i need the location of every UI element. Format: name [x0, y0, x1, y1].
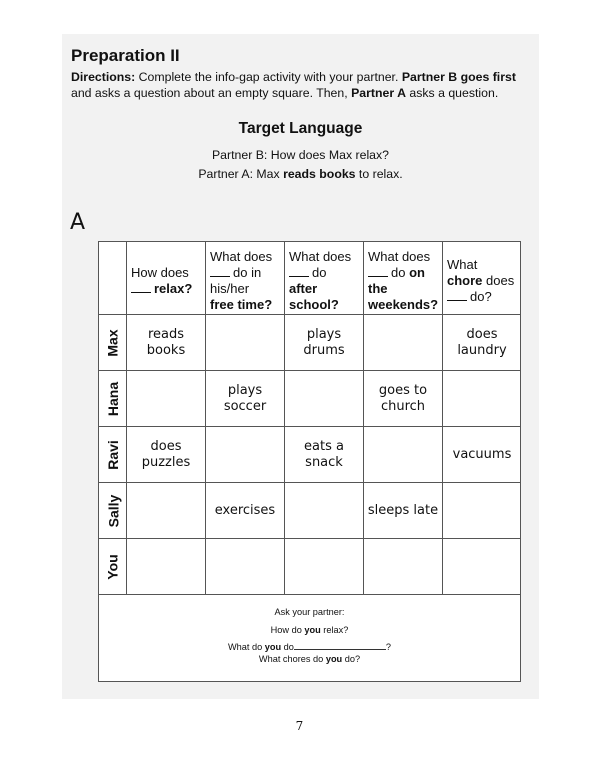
- row-label-text: Hana: [105, 381, 122, 416]
- table-cell: [364, 483, 442, 538]
- ask-bold: you: [325, 654, 343, 664]
- blank-line: [289, 276, 309, 277]
- table-cell-answer[interactable]: [206, 539, 284, 594]
- row-label-max: [99, 315, 127, 370]
- row-label-sally: [99, 483, 127, 538]
- answer-blank-line[interactable]: [294, 649, 386, 650]
- ask-text: ?: [385, 642, 392, 652]
- directions-text-1: Complete the info-gap activity with your partner.: [135, 70, 402, 84]
- ask-partner-heading: Ask your partner:: [274, 607, 345, 617]
- column-header-weekends: [368, 249, 440, 313]
- column-header-relax: [131, 265, 203, 297]
- row-label-you: [99, 539, 127, 594]
- ask-text: How do: [270, 625, 305, 635]
- ask-text: do: [281, 642, 294, 652]
- cell-text: goes to church: [378, 382, 428, 414]
- cell-text: sleeps late: [367, 502, 439, 518]
- header-text: does: [486, 273, 515, 288]
- header-bold: after: [289, 281, 318, 296]
- header-text: do: [312, 265, 327, 280]
- header-bold: school?: [289, 297, 339, 312]
- ask-question-1: [98, 625, 521, 635]
- directions: [71, 69, 531, 101]
- table-cell: [285, 427, 363, 482]
- column-header-after-school: [289, 249, 361, 313]
- blank-line: [210, 276, 230, 277]
- table-cell: [285, 315, 363, 370]
- table-cell-answer[interactable]: [443, 539, 521, 594]
- header-text: What does: [210, 249, 273, 264]
- ask-question-3: [98, 654, 521, 664]
- table-cell: [364, 427, 442, 482]
- header-bold: chore: [447, 273, 483, 288]
- ask-text: What chores do: [258, 654, 326, 664]
- table-cell: [127, 371, 205, 426]
- row-label-ravi: [99, 427, 127, 482]
- partner-letter: A: [70, 210, 86, 235]
- target-language-line-2: [62, 167, 539, 181]
- header-bold: free time?: [210, 297, 273, 312]
- cell-text: eats a snack: [304, 438, 344, 470]
- column-header-chore: [447, 257, 519, 305]
- header-bold: the: [368, 281, 388, 296]
- header-text: do in: [233, 265, 262, 280]
- directions-text-2: and asks a question about an empty square. Then,: [71, 86, 352, 100]
- table-cell: [364, 371, 442, 426]
- header-text: do: [391, 265, 406, 280]
- tl2-pre: Partner A: Max: [198, 167, 284, 181]
- column-header-free-time: [210, 249, 282, 313]
- table-cell: [127, 427, 205, 482]
- target-language-title: Target Language: [238, 120, 363, 137]
- ask-bold: you: [304, 625, 321, 635]
- table-cell: [206, 315, 284, 370]
- directions-bold-1: Partner B goes first: [401, 70, 516, 84]
- header-text: How does: [131, 265, 189, 280]
- cell-text: does laundry: [457, 326, 507, 358]
- header-bold: relax?: [154, 281, 193, 296]
- directions-label: Directions:: [71, 70, 136, 84]
- row-label-text: You: [105, 553, 121, 580]
- header-bold: weekends?: [368, 297, 439, 312]
- table-cell: [206, 371, 284, 426]
- table-cell: [285, 483, 363, 538]
- table-cell: [443, 315, 521, 370]
- header-text: What does: [368, 249, 431, 264]
- blank-line: [131, 292, 151, 293]
- target-language-line-1: Partner B: How does Max relax?: [211, 148, 389, 162]
- table-cell: [443, 371, 521, 426]
- cell-text: plays drums: [303, 326, 345, 358]
- blank-line: [368, 276, 388, 277]
- cell-text: vacuums: [452, 446, 512, 462]
- ask-text: do?: [342, 654, 361, 664]
- header-text: What: [447, 257, 478, 272]
- row-label-text: Ravi: [105, 439, 122, 470]
- cell-text: reads books: [146, 326, 186, 358]
- directions-text-3: asks a question.: [405, 86, 499, 100]
- table-cell: [127, 315, 205, 370]
- cell-text: does puzzles: [141, 438, 191, 470]
- ask-bold: you: [264, 642, 282, 652]
- cell-text: plays soccer: [223, 382, 267, 414]
- row-label-text: Sally: [105, 494, 122, 527]
- blank-line: [447, 300, 467, 301]
- table-cell: [443, 427, 521, 482]
- ask-text: relax?: [320, 625, 349, 635]
- table-cell-answer[interactable]: [127, 539, 205, 594]
- table-cell: [443, 483, 521, 538]
- tl2-post: to relax.: [355, 167, 403, 181]
- page-number: 7: [295, 719, 304, 733]
- table-cell-answer[interactable]: [364, 539, 442, 594]
- header-text: do?: [470, 289, 492, 304]
- tl2-bold: reads books: [283, 167, 356, 181]
- table-cell-answer[interactable]: [285, 539, 363, 594]
- grid-line: [98, 594, 521, 595]
- row-label-hana: [99, 371, 127, 426]
- ask-question-2: [98, 642, 521, 652]
- header-bold: on: [409, 265, 425, 280]
- directions-bold-2: Partner A: [351, 86, 406, 100]
- header-text: his/her: [210, 281, 250, 296]
- table-cell: [206, 483, 284, 538]
- ask-text: What do: [227, 642, 265, 652]
- page-title: Preparation II: [71, 46, 180, 65]
- table-cell: [127, 483, 205, 538]
- table-cell: [285, 371, 363, 426]
- table-cell: [206, 427, 284, 482]
- row-label-text: Max: [104, 328, 121, 357]
- header-text: What does: [289, 249, 352, 264]
- table-cell: [364, 315, 442, 370]
- cell-text: exercises: [214, 502, 276, 518]
